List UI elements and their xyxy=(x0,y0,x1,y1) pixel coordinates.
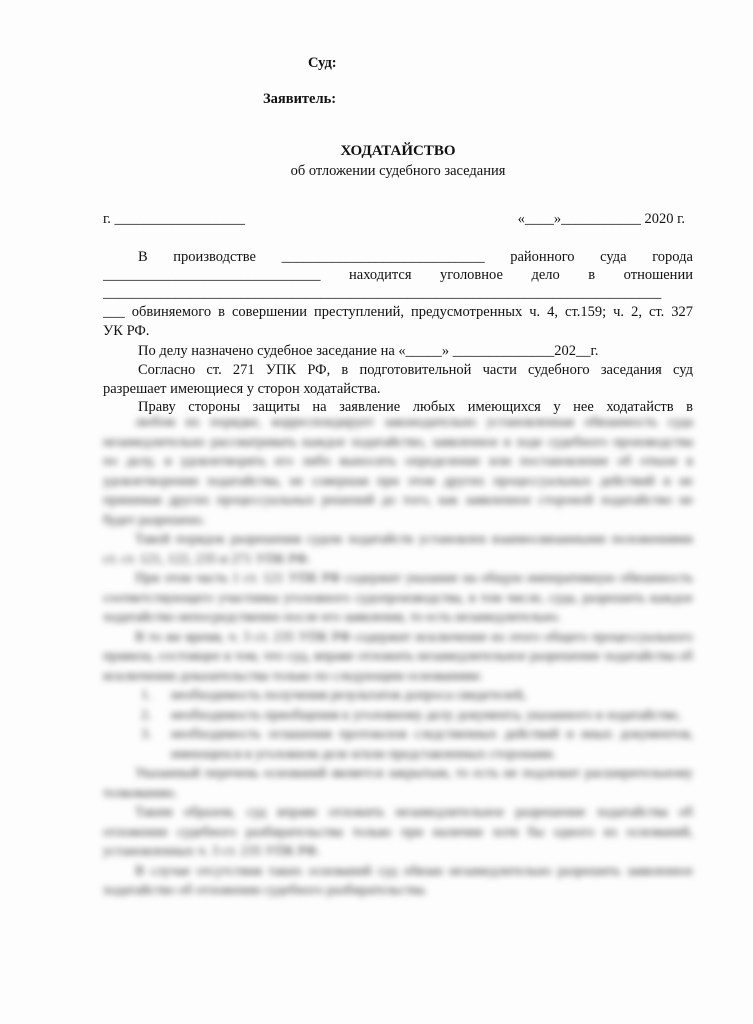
blurred-paragraph: Указанный перечень оснований является закрытым, то есть не подлежит расширительному толкованию. xyxy=(103,766,693,801)
word: Праву xyxy=(138,399,176,415)
word: ст. xyxy=(206,362,222,378)
word: РФ, xyxy=(307,362,331,378)
word: ч. xyxy=(613,304,625,320)
body-line: По делу назначено судебное заседание на «_____» ______________202__г. xyxy=(138,343,599,359)
word: ______________________________ xyxy=(103,267,321,283)
blurred-paragraph: любом их порядке, корреспондирует законодательно установленная обязанность суда незамедлительно рассматривать каждое ходатайство, заявленное в ходе судебного производства по делу, и удовлетворять его либо выносить определение или постановление об отказе в удовлетворении ходатайства, не совершая при этом других процессуальных действий и не принимая других процессуальных решений до того, как заявленное стороной ходатайство не будет разрешено. xyxy=(103,415,693,528)
word: ст.159; xyxy=(565,304,607,320)
word: стороны xyxy=(188,399,241,415)
word: Согласно xyxy=(138,362,196,378)
word: у xyxy=(553,399,561,415)
word: совершении xyxy=(231,304,307,320)
word: ____________________________ xyxy=(281,249,485,265)
word: в xyxy=(341,362,349,378)
body-line: УК РФ. xyxy=(103,323,150,339)
word: В xyxy=(138,249,148,265)
body-line: _____________________________________________________________________________ xyxy=(103,285,662,301)
word: находится xyxy=(349,267,412,283)
body-line: разрешает имеющиеся у сторон ходатайства. xyxy=(103,381,381,397)
word: в xyxy=(686,399,693,415)
word: дело xyxy=(531,267,560,283)
word: в xyxy=(588,267,596,283)
word: уголовное xyxy=(440,267,503,283)
blurred-paragraph: В случае отсутствия таких оснований суд обязан незамедлительно разрешить заявленное ходатайство об отложении судебного разбирательства. xyxy=(103,863,693,898)
court-label: Суд: xyxy=(308,55,337,71)
word: в xyxy=(218,304,225,320)
word: отношении xyxy=(623,267,693,283)
body-line xyxy=(138,362,693,379)
blurred-paragraph: В то же время, ч. 3 ст. 235 УПК РФ содержит исключение из этого общего процессуального правила, состоящее в том, что суд, вправе отложить незамедлительное разрешение ходатайства об исключении доказательства только по следующим основаниям: xyxy=(103,629,693,684)
word: преступлений, xyxy=(314,304,404,320)
word: защиты xyxy=(252,399,300,415)
word: заседания xyxy=(600,362,662,378)
word: нее xyxy=(573,399,594,415)
word: ч. xyxy=(529,304,541,320)
body-line xyxy=(138,249,693,266)
blurred-paragraph: Таким образом, суд вправе отложить незамедлительное разрешение ходатайства об отложении судебного разбирательства только при наличии хотя бы одного из оснований, установленных ч. 3 ст. 235 УПК РФ. xyxy=(103,805,693,859)
document-subtitle: об отложении судебного заседания xyxy=(290,163,506,179)
word: ст. xyxy=(648,304,665,320)
body-line xyxy=(103,304,693,321)
word: районного xyxy=(510,249,575,265)
body-line xyxy=(103,267,693,284)
word: УПК xyxy=(265,362,297,378)
blurred-list-item: 1. необходимость получения результатов допроса свидетелей, xyxy=(141,688,527,703)
word: 2, xyxy=(631,304,642,320)
word: имеющихся xyxy=(467,399,541,415)
document-title: ХОДАТАЙСТВО xyxy=(340,143,456,159)
word: суда xyxy=(600,249,627,265)
word: подготовительной xyxy=(359,362,472,378)
word: любых xyxy=(412,399,456,415)
word: города xyxy=(652,249,693,265)
word: ходатайств xyxy=(606,399,674,415)
word: части xyxy=(482,362,517,378)
applicant-label: Заявитель: xyxy=(263,91,337,107)
word: 4, xyxy=(547,304,559,320)
place-field: г. __________________ xyxy=(103,211,246,227)
word: 327 xyxy=(671,304,693,320)
word: производстве xyxy=(173,249,256,265)
word: судебного xyxy=(528,362,590,378)
word: обвиняемого xyxy=(131,304,212,320)
word: ___ xyxy=(103,304,125,320)
word: суд xyxy=(673,362,693,378)
blurred-paragraph: Такой порядок разрешения судом ходатайств установлен взаимосвязанными положениями ст. ст. 121, 122, 235 и 271 УПК РФ. xyxy=(103,532,693,567)
word: заявление xyxy=(339,399,401,415)
word: на xyxy=(312,399,327,415)
blurred-text-block xyxy=(103,413,693,901)
blurred-list-item: 2. необходимость приобщения к уголовному делу документа, указанного в ходатайстве, xyxy=(141,707,681,723)
date-field: «____»___________ 2020 г. xyxy=(517,211,685,227)
word: 271 xyxy=(232,362,255,378)
word: предусмотренных xyxy=(410,304,523,320)
blurred-list-item: 3. необходимость оглашения протоколов следственных действий и иных документов, имеющихся в уголовном деле и/или представленных сторонами. xyxy=(141,727,693,762)
blurred-paragraph: При этом часть 1 ст. 121 УПК РФ содержит указание на общую императивную обязанность соответствующего участника уголовного судопроизводства, в том числе, суда, разрешить каждое ходатайство непосредственно после его заявления, то есть незамедлительно. xyxy=(103,571,693,625)
